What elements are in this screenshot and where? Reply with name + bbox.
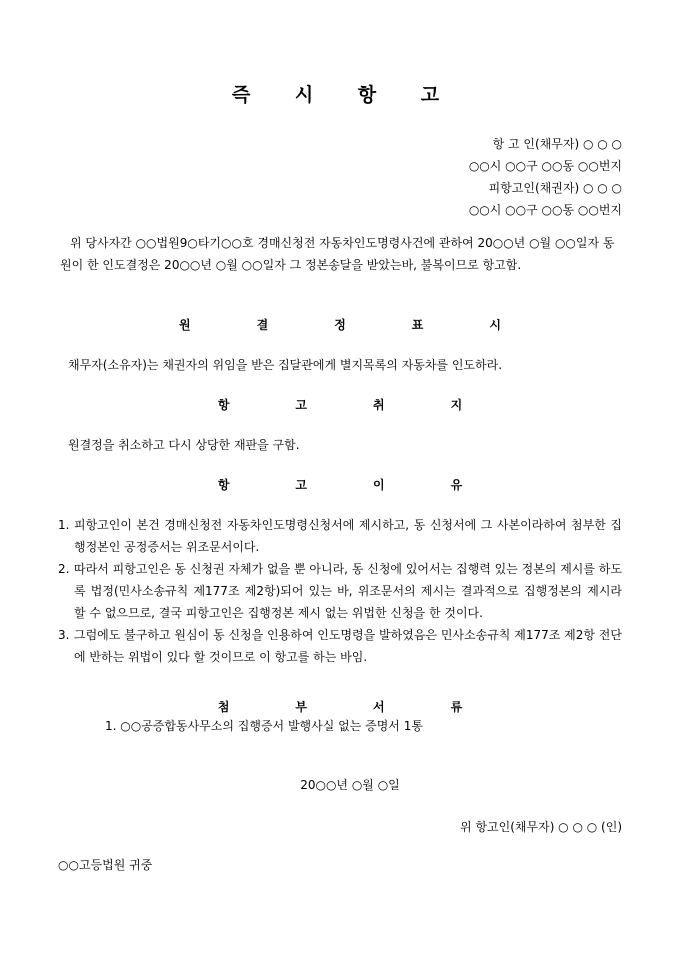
heading-char: 표 (411, 318, 424, 332)
appellant-address: ○○시 ○○구 ○○동 ○○번지 (468, 159, 622, 173)
heading-char: 시 (489, 318, 501, 332)
list-item (58, 624, 622, 668)
attachment-item: 1. ○○공증합동사무소의 집행증서 발행사실 없는 증명서 1통 (105, 719, 423, 733)
heading-char: 항 (217, 398, 230, 412)
heading-original-ruling (0, 316, 680, 333)
document-date: 20○○년 ○월 ○일 (300, 778, 400, 792)
heading-char: 이 (373, 478, 385, 492)
signer-line: 위 항고인(채무자) ○ ○ ○ (인) (460, 820, 622, 834)
heading-attachments (0, 698, 680, 715)
document-title: 즉 시 항 고 (231, 84, 459, 106)
heading-char: 유 (450, 478, 463, 492)
heading-appeal-purpose (0, 396, 680, 413)
list-item-text: 피항고인이 본건 경매신청전 자동차인도명령신청서에 제시하고, 동 신청서에 그 사본이라하여 첨부한 집행정본인 공정증서는 위조문서이다. (74, 518, 622, 554)
list-item-text: 그럼에도 불구하고 원심이 동 신청을 인용하여 인도명령을 발하였음은 민사소송규칙 제177조 제2항 전단에 반하는 위법이 있다 할 것이므로 이 항고를 하는 바임. (74, 628, 622, 664)
appellee-line: 피항고인(채권자) ○ ○ ○ (488, 181, 622, 195)
list-item-text: 따라서 피항고인은 동 신청권 자체가 없을 뿐 아니라, 동 신청에 있어서는 집행력 있는 정본의 제시를 하도록 법정(민사소송규칙 제177조 제2항)되어 있는 바, 위조문서의 제시는 결과적으로 집행정본의 제시라 할 수 없으므로, 결국 피항고인은 집행정본 제시 없는 위법한 신청을 한 것이다. (74, 562, 622, 620)
heading-char: 항 (217, 478, 230, 492)
appellant-line: 항 고 인(채무자) ○ ○ ○ (492, 137, 622, 151)
intro-paragraph: 위 당사자간 ○○법원9○타기○○호 경매신청전 자동차인도명령사건에 관하여 20○○년 ○월 ○○일자 동원이 한 인도결정은 20○○년 ○월 ○○일자 그 정본송달을 받았는바, 불복이므로 항고함. (60, 236, 615, 272)
heading-char: 서 (373, 700, 385, 714)
heading-char: 취 (373, 398, 385, 412)
heading-char: 결 (256, 318, 269, 332)
list-item (58, 514, 622, 558)
court-addressee: ○○고등법원 귀중 (58, 858, 153, 872)
list-item-number: 2. (58, 562, 70, 576)
heading-appeal-reasons (0, 476, 680, 493)
parties-block (469, 133, 622, 221)
heading-char: 고 (295, 478, 307, 492)
heading-char: 부 (295, 700, 307, 714)
list-item-number: 1. (58, 518, 70, 532)
appeal-purpose-text: 원결정을 취소하고 다시 상당한 재판을 구함. (68, 438, 300, 452)
heading-char: 고 (295, 398, 307, 412)
list-item-number: 3. (58, 628, 70, 642)
heading-char: 원 (179, 318, 191, 332)
list-item (58, 558, 622, 624)
reasons-list (58, 514, 622, 668)
heading-char: 류 (450, 700, 463, 714)
original-ruling-text: 채무자(소유자)는 채권자의 위임을 받은 집달관에게 별지목록의 자동차를 인도하라. (68, 358, 503, 372)
heading-char: 첨 (217, 700, 230, 714)
appellee-address: ○○시 ○○구 ○○동 ○○번지 (468, 203, 622, 217)
heading-char: 정 (334, 318, 346, 332)
heading-char: 지 (450, 398, 463, 412)
